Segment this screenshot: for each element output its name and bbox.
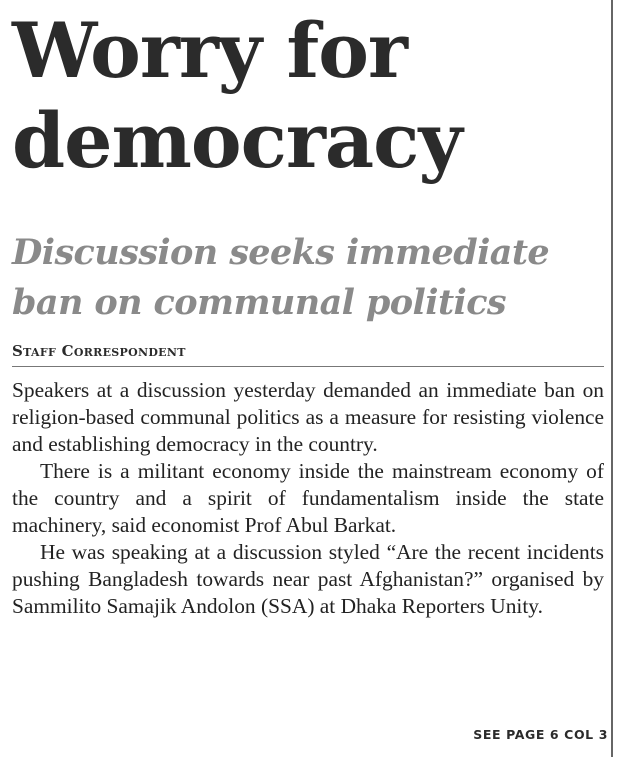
headline-line-1: Worry for (12, 6, 407, 95)
subheadline (12, 228, 604, 328)
headline-line-2: democracy (12, 96, 462, 185)
article-column (12, 0, 604, 757)
continued-jump-line: SEE PAGE 6 COL 3 (473, 727, 608, 742)
headline (12, 6, 604, 186)
paragraph-3: He was speaking at a discussion styled “Are the recent incidents pushing Bangladesh towards near past Afghanistan?” organised by Sammilito Samajik Andolon (SSA) at Dhaka Reporters Unity. (12, 540, 604, 618)
byline: Staff Correspondent (12, 342, 186, 360)
subheadline-line-2: ban on communal politics (12, 282, 507, 323)
subheadline-line-1: Discussion seeks immediate (12, 232, 550, 273)
paragraph-2: There is a militant economy inside the mainstream economy of the country and a spirit of fundamentalism inside the state machinery, said economist Prof Abul Barkat. (12, 459, 604, 537)
byline-divider (12, 366, 604, 367)
column-rule (611, 0, 613, 757)
paragraph-1: Speakers at a discussion yesterday demanded an immediate ban on religion-based communal politics as a measure for resisting violence and establishing democracy in the country. (12, 378, 604, 456)
article-body (12, 377, 604, 620)
